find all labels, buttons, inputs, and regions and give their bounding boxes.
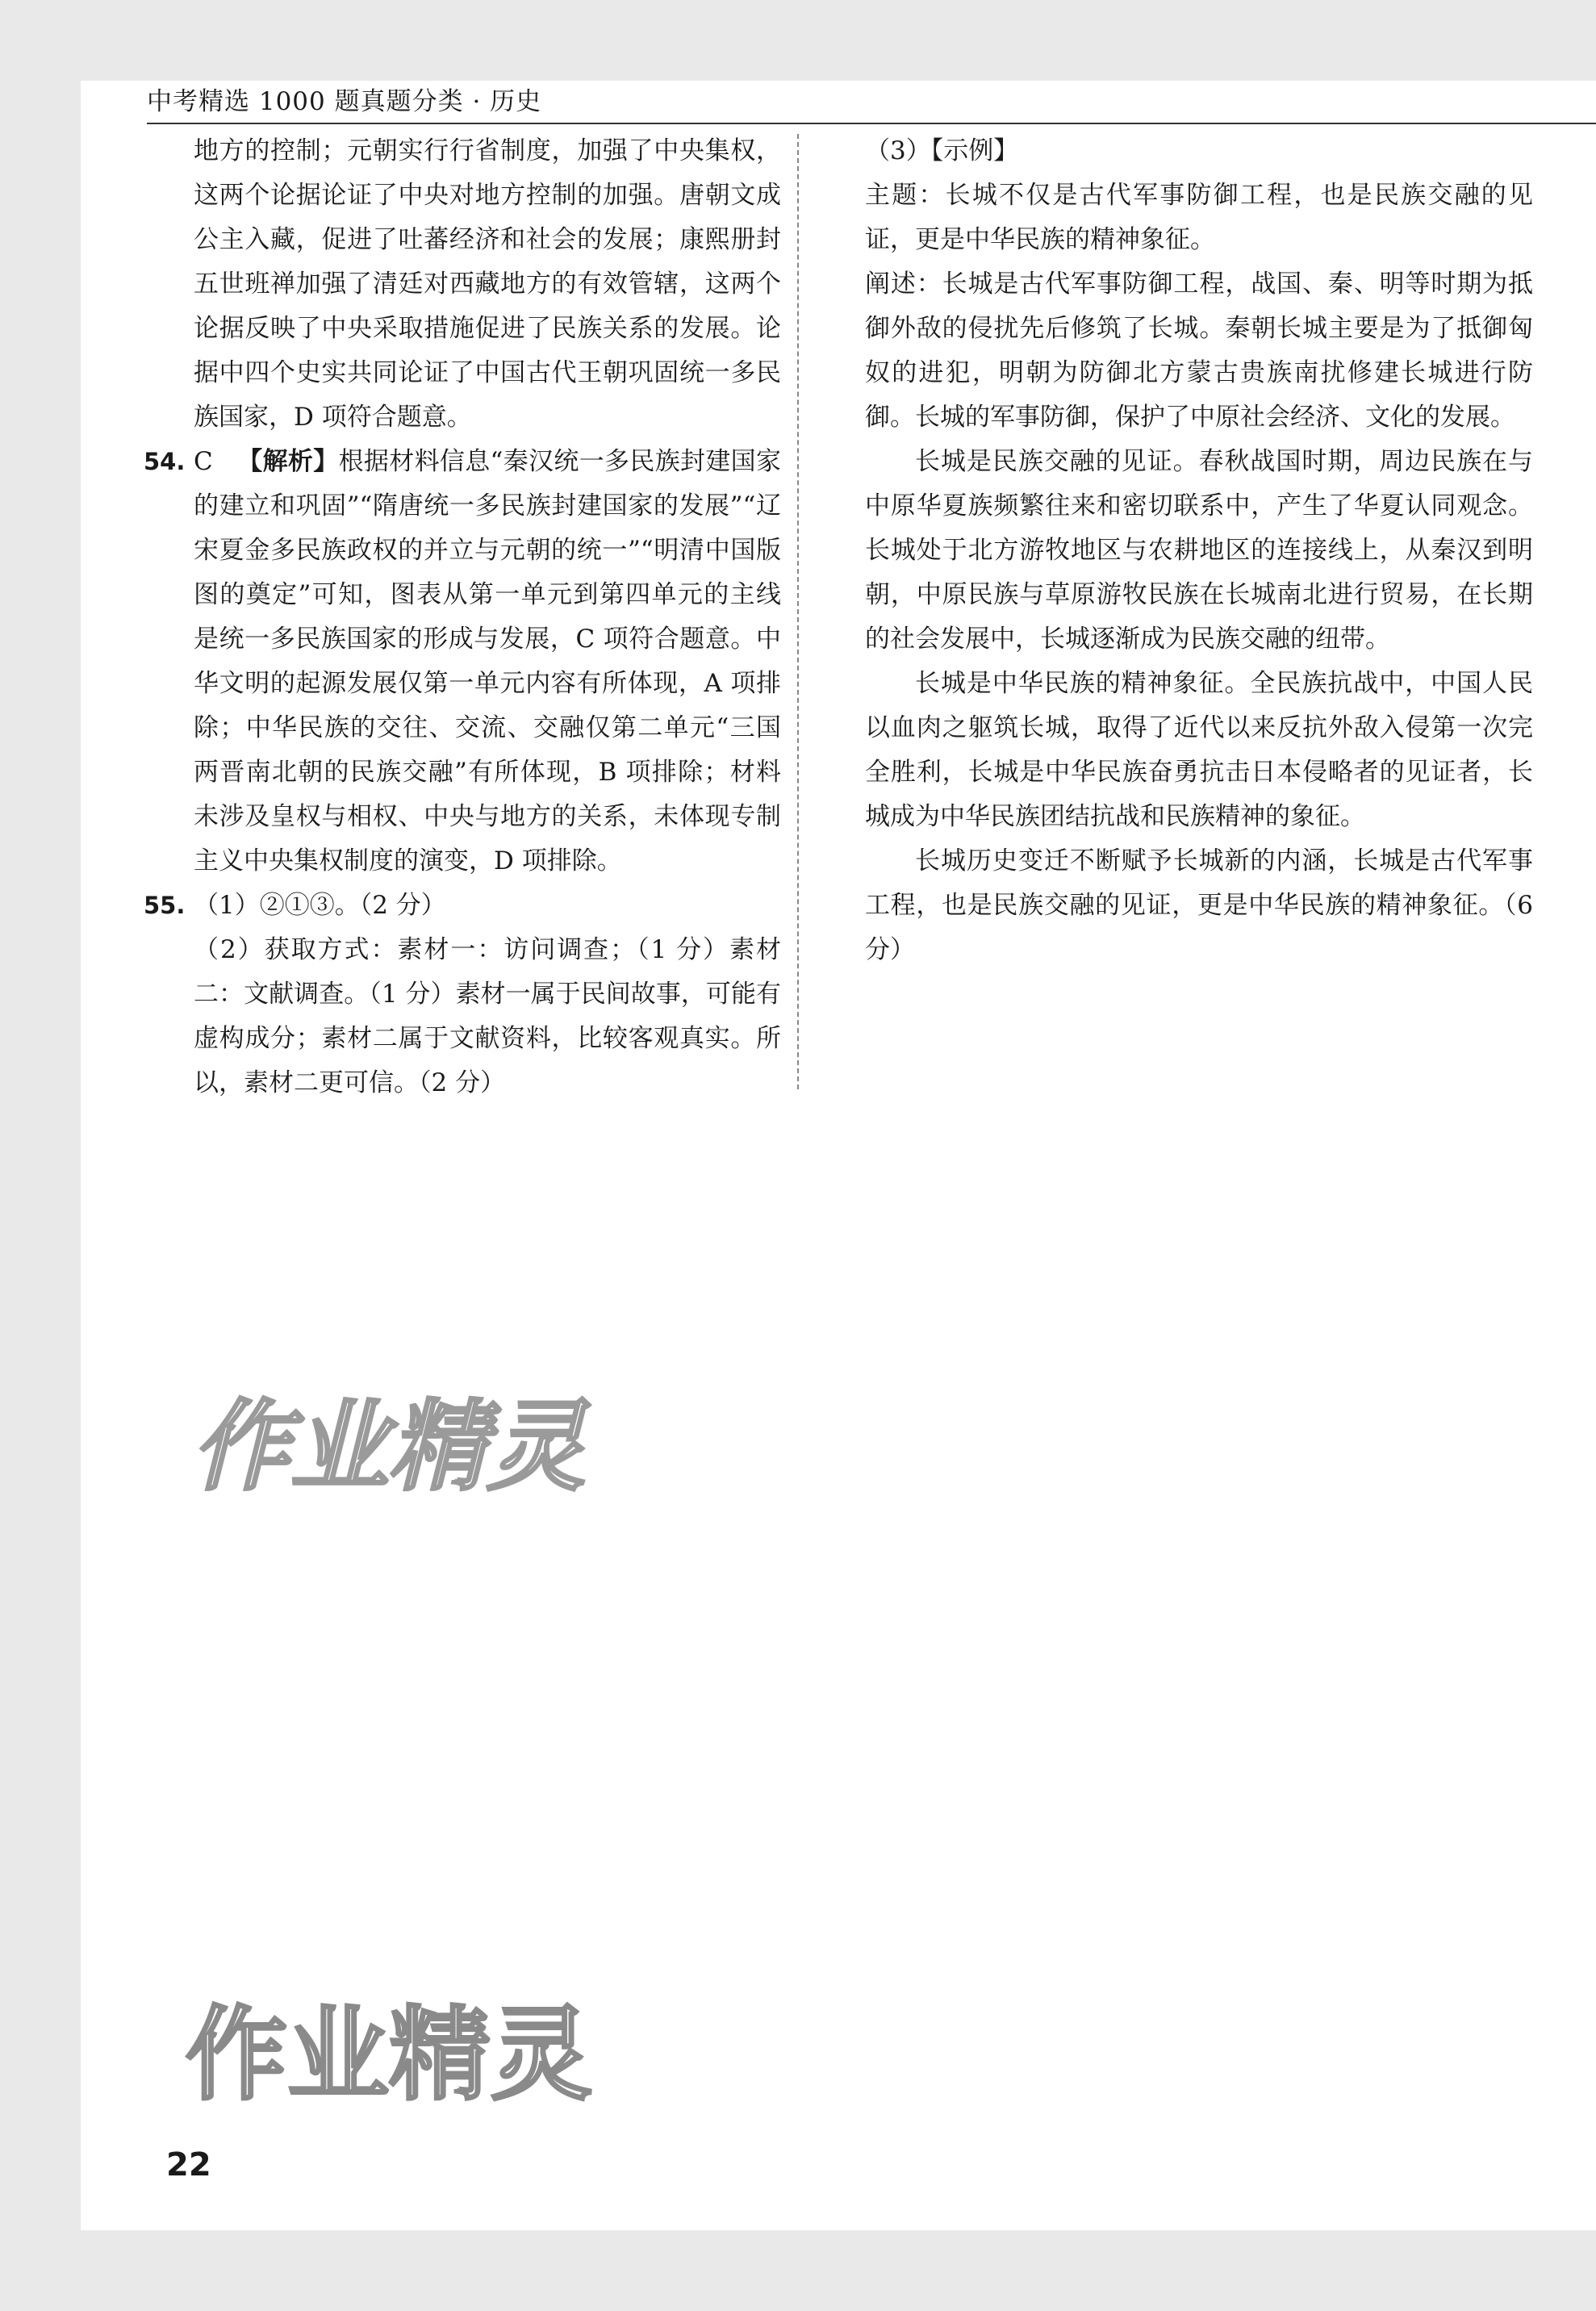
watermark-text-1: 作业精灵 bbox=[186, 1390, 608, 1505]
answer-choice: C bbox=[194, 447, 213, 476]
essay-paragraph-4: 长城历史变迁不断赋予长城新的内涵，长城是古代军事工程，也是民族交融的见证，更是中华民族的精神象征。（6 分） bbox=[865, 846, 1533, 964]
essay-paragraph-2: 长城是民族交融的见证。春秋战国时期，周边民族在与中原华夏族频繁往来和密切联系中，产生了华夏认同观念。长城处于北方游牧地区与农耕地区的连接线上，从秦汉到明朝，中原民族与草原游牧民族在长城南北进行贸易，在长期的社会发展中，长城逐渐成为民族交融的纽带。 bbox=[865, 447, 1533, 654]
watermark-logo-1 bbox=[186, 1360, 608, 1521]
page-number: 22 bbox=[166, 2146, 211, 2184]
answer-55-part2: （2）获取方式：素材一：访问调查；（1 分）素材二：文献调查。（1 分）素材一属于民间故事，可能有虚构成分；素材二属于文献资料，比较客观真实。所以，素材二更可信。（2 分） bbox=[194, 935, 781, 1097]
essay-theme: 主题：长城不仅是古代军事防御工程，也是民族交融的见证，更是中华民族的精神象征。 bbox=[865, 181, 1533, 254]
page-header: 中考精选 1000 题真题分类 · 历史 bbox=[147, 87, 542, 116]
left-column bbox=[144, 129, 781, 1105]
answer-page bbox=[81, 81, 1596, 2230]
answer-53-continued: 地方的控制；元朝实行行省制度，加强了中央集权，这两个论据论证了中央对地方控制的加强。唐朝文成公主入藏，促进了吐蕃经济和社会的发展；康熙册封五世班禅加强了清廷对西藏地方的有效管辖，这两个论据反映了中央采取措施促进了民族关系的发展。论据中四个史实共同论证了中国古代王朝巩固统一多民族国家，D 项符合题意。 bbox=[194, 136, 781, 432]
answer-54 bbox=[144, 440, 781, 884]
column-divider bbox=[797, 134, 799, 1089]
answer-55-part1: （1）②①③。（2 分） bbox=[194, 891, 446, 920]
question-number-54: 54. bbox=[144, 448, 186, 475]
answer-55-part3-heading: （3）【示例】 bbox=[865, 136, 1019, 165]
watermark-logo-2 bbox=[178, 1969, 597, 2130]
analysis-text: 根据材料信息“秦汉统一多民族封建国家的建立和巩固”“隋唐统一多民族封建国家的发展”“辽宋夏金多民族政权的并立与元朝的统一”“明清中国版图的奠定”可知，图表从第一单元到第四单元的主线是统一多民族国家的形成与发展，C 项符合题意。中华文明的起源发展仅第一单元内容有所体现，A 项排除；中华民族的交往、交流、交融仅第二单元“三国两晋南北朝的民族交融”有所体现，B 项排除；材料未涉及皇权与相权、中央与地方的关系，未体现专制主义中央集权制度的演变，D 项排除。 bbox=[194, 447, 781, 876]
right-column bbox=[865, 129, 1533, 972]
watermark-text-2: 作业精灵 bbox=[186, 1995, 592, 2114]
answer-55 bbox=[144, 884, 781, 1105]
question-number-55: 55. bbox=[144, 892, 186, 919]
essay-paragraph-3: 长城是中华民族的精神象征。全民族抗战中，中国人民以血肉之躯筑长城，取得了近代以来反抗外敌入侵第一次完全胜利，长城是中华民族奋勇抗击日本侵略者的见证者，长城成为中华民族团结抗战和民族精神的象征。 bbox=[865, 669, 1533, 831]
essay-paragraph-1: 阐述：长城是古代军事防御工程，战国、秦、明等时期为抵御外敌的侵扰先后修筑了长城。秦朝长城主要是为了抵御匈奴的进犯，明朝为防御北方蒙古贵族南扰修建长城进行防御。长城的军事防御，保护了中原社会经济、文化的发展。 bbox=[865, 270, 1533, 432]
header-rule bbox=[147, 123, 1596, 124]
analysis-tag: 【解析】 bbox=[237, 447, 339, 476]
